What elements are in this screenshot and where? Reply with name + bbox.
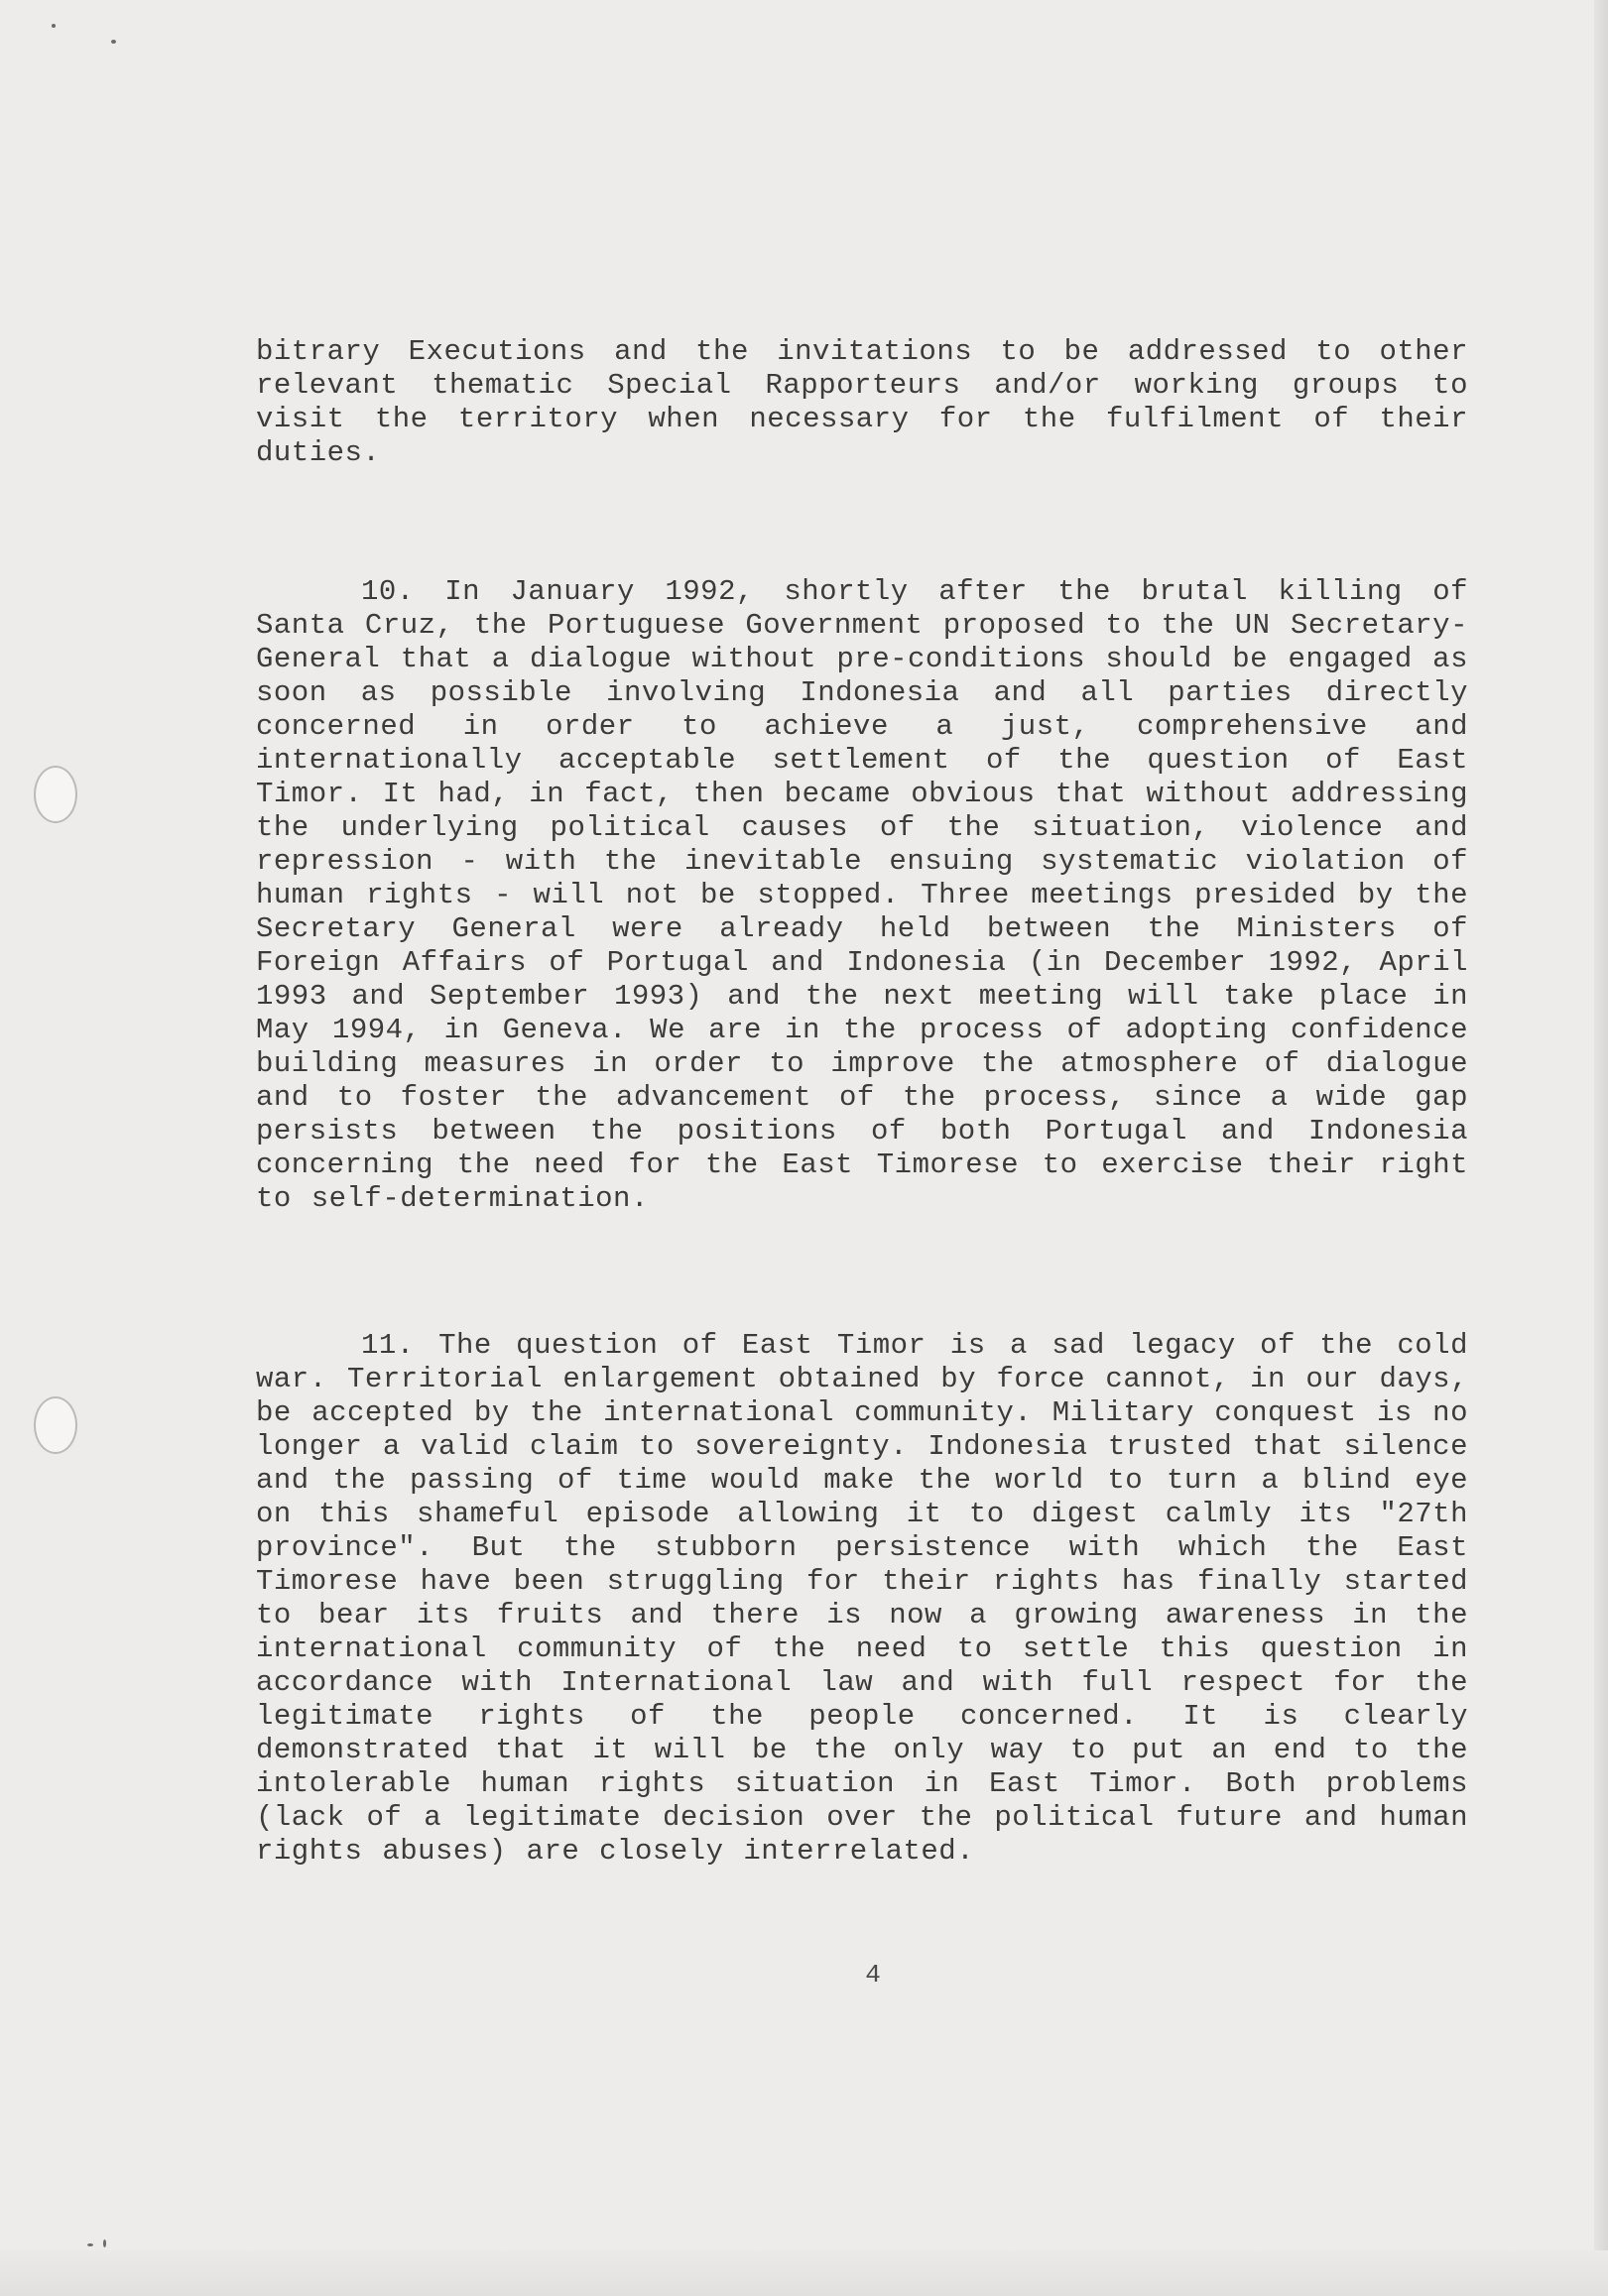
page-edge-right: [1594, 0, 1608, 2296]
paragraph-continued: [256, 335, 1468, 470]
punch-hole-bottom: [34, 1396, 77, 1454]
paragraph-10: [256, 575, 1468, 1216]
scan-speck: [52, 24, 56, 28]
scan-speck: [87, 2243, 93, 2246]
paragraph-11: [256, 1329, 1468, 1869]
scan-speck: [111, 40, 116, 44]
punch-hole-top: [34, 766, 77, 823]
paragraph-continued-text: bitrary Executions and the invitations to be addressed to other relevant thematic Special Rapporteurs and/or working groups to visit the territory when necessary for the fulfilment of their duties.: [256, 335, 1468, 469]
paragraph-11-text: 11. The question of East Timor is a sad legacy of the cold war. Territorial enlargement obtained by force cannot, in our days, be accepted by the international community. Military conquest is no longer a valid claim to sovereignty. Indonesia trusted that silence and the passing of time would make the world to turn a blind eye on this shameful episode allowing it to digest calmly its "27th province". But the stubborn persistence with which the East Timorese have been struggling for their rights has finally started to bear its fruits and there is now a growing awareness in the international community of the need to settle this question in accordance with International law and with full respect for the legitimate rights of the people concerned. It is clearly demonstrated that it will be the only way to put an end to the intolerable human rights situation in East Timor. Both problems (lack of a legitimate decision over the political future and human rights abuses) are closely interrelated.: [256, 1329, 1468, 1868]
paragraph-10-text: 10. In January 1992, shortly after the brutal killing of Santa Cruz, the Portuguese Government proposed to the UN Secretary-General that a dialogue without pre-conditions should be engaged as soon as possible involving Indonesia and all parties directly concerned in order to achieve a just, comprehensive and internationally acceptable settlement of the question of East Timor. It had, in fact, then became obvious that without addressing the underlying political causes of the situation, violence and repression - with the inevitable ensuing systematic violation of human rights - will not be stopped. Three meetings presided by the Secretary General were already held between the Ministers of Foreign Affairs of Portugal and Indonesia (in December 1992, April 1993 and September 1993) and the next meeting will take place in May 1994, in Geneva. We are in the process of adopting confidence building measures in order to improve the atmosphere of dialogue and to foster the advancement of the process, since a wide gap persists between the positions of both Portugal and Indonesia concerning the need for the East Timorese to exercise their right to self-determination.: [256, 575, 1468, 1215]
page-number: 4: [865, 1960, 881, 1990]
scan-speck: [103, 2239, 106, 2247]
page-edge-bottom: [0, 2250, 1608, 2296]
